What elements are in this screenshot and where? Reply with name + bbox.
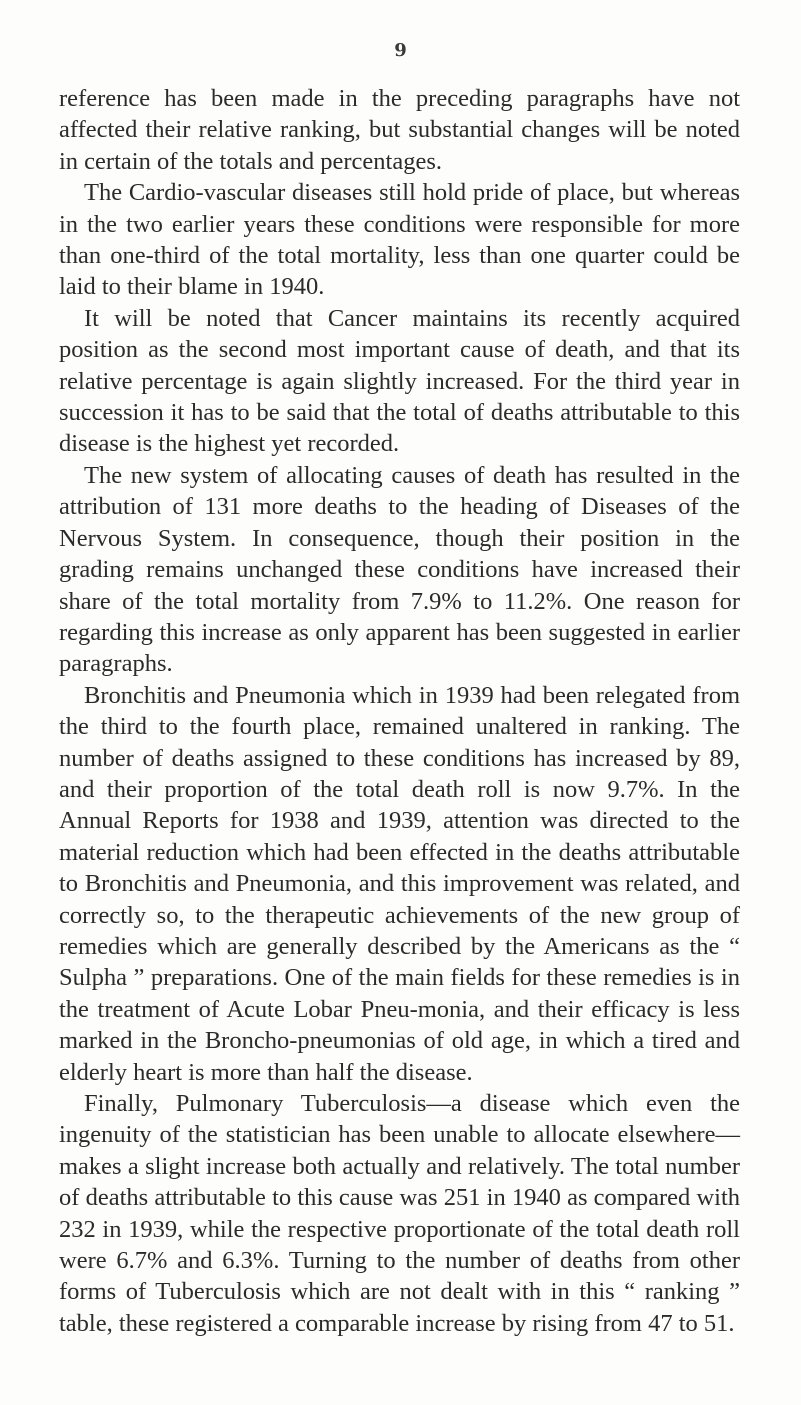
paragraph-tuberculosis: Finally, Pulmonary Tuberculosis—a disease which even the ingenuity of the statistician has been unable to allocate elsewhere—makes a slight increase both actually and relatively. The total number of deaths attributable to this cause was 251 in 1940 as compared with 232 in 1939, while the respective proportionate of the total death roll were 6.7% and 6.3%. Turning to the number of deaths from other forms of Tuberculosis which are not dealt with in this “ ranking ” table, these registered a comparable increase by rising from 47 to 51. [59,1090,740,1337]
paragraph-nervous-system: The new system of allocating causes of death has resulted in the attribution of 131 more deaths to the heading of Diseases of the Nervous System. In consequence, though their position in the grading remains unchanged these conditions have increased their share of the total mortality from 7.9% to 11.2%. One reason for regarding this increase as only apparent has been suggested in earlier paragraphs. [59,461,740,678]
paragraph-bronchitis-pneumonia: Bronchitis and Pneumonia which in 1939 had been relegated from the third to the fourth place, remained unaltered in ranking. The number of deaths assigned to these conditions has increased by 89, and their proportion of the total death roll is now 9.7%. In the Annual Reports for 1938 and 1939, attention was directed to the material reduction which had been effected in the deaths attributable to Bronchitis and Pneumonia, and this improvement was related, and correctly so, to the therapeutic achievements of the new group of remedies which are generally described by the Americans as the “ Sulpha ” preparations. One of the main fields for these remedies is in the treatment of Acute Lobar Pneu-monia, and their efficacy is less marked in the Broncho-pneumonias of old age, in which a tired and elderly heart is more than half the disease. [59,681,740,1086]
paragraph-continuation: reference has been made in the preceding paragraphs have not affected their relative ranking, but substantial changes will be noted in certain of the totals and percentages. [59,85,740,175]
paragraph-cancer: It will be noted that Cancer maintains its recently acquired position as the second most important cause of death, and that its relative percentage is again slightly increased. For the third year in succession it has to be said that the total of deaths attributable to this disease is the highest yet recorded. [59,304,740,458]
body-text [59,83,740,1339]
paragraph-cardio-vascular: The Cardio-vascular diseases still hold pride of place, but whereas in the two earlier years these conditions were responsible for more than one-third of the total mortality, less than one quarter could be laid to their blame in 1940. [59,179,740,301]
page-number: 9 [394,40,407,61]
